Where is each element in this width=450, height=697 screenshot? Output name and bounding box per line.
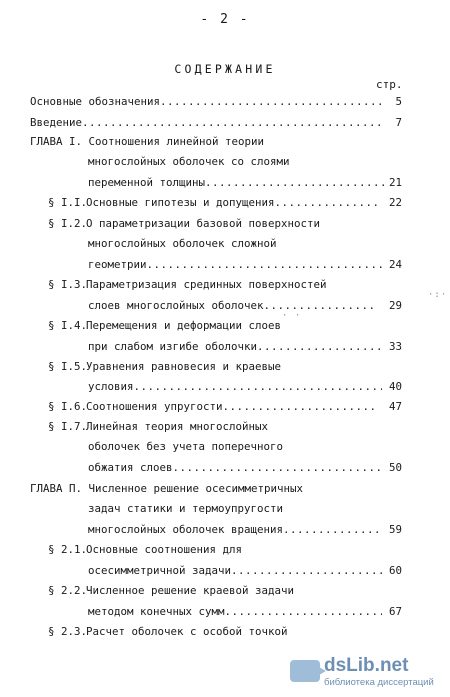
toc-line <box>30 93 382 111</box>
toc-line <box>88 378 382 396</box>
toc-line <box>88 256 382 274</box>
toc-line <box>48 276 327 294</box>
toc-entry-text: при слабом изгибе оболочки <box>88 340 258 353</box>
toc-line <box>88 235 277 253</box>
toc-leader-dots <box>257 338 382 356</box>
toc-page-number: 29 <box>388 299 402 312</box>
toc-leader-dots <box>173 459 382 477</box>
toc-line <box>88 174 384 192</box>
toc-leader-dots <box>225 603 382 621</box>
toc-entry-text: ГЛАВА I. Соотношения линейной теории <box>30 135 265 148</box>
toc-entry-text: слоев многослойных оболочек <box>88 299 264 312</box>
toc-entry-text: геометрии <box>88 258 147 271</box>
toc-leader-dots <box>82 114 382 132</box>
toc-line <box>48 215 320 233</box>
toc-page-number: 47 <box>388 400 402 413</box>
toc-line <box>88 438 283 456</box>
watermark-subtitle: библиотека диссертаций <box>324 677 434 688</box>
toc-leader-dots <box>147 256 382 274</box>
toc-entry-text: Основные гипотезы и допущения <box>86 196 275 209</box>
toc-line <box>48 623 288 641</box>
toc-page-number: 60 <box>388 564 402 577</box>
toc-section-number: § I.3. <box>48 278 88 291</box>
toc-entry-text: Перемещения и деформации слоев <box>86 319 282 332</box>
watermark-logo-icon <box>290 660 320 682</box>
toc-leader-dots <box>283 521 382 539</box>
toc-line <box>48 418 268 436</box>
toc-line <box>48 582 294 600</box>
toc-line <box>48 358 281 376</box>
toc-entry-text: осесимметричной задачи <box>88 564 232 577</box>
toc-entry-text: Линейная теория многослойных <box>86 420 269 433</box>
toc-entry-text: Численное решение краевой задачи <box>86 584 295 597</box>
watermark-logo-text: dsLib.net <box>324 655 409 676</box>
toc-leader-dots <box>223 398 378 416</box>
toc-leader-dots <box>275 194 378 212</box>
toc-page-number: 33 <box>388 340 402 353</box>
toc-page-number: 5 <box>395 95 402 108</box>
toc-section-number: § 2.3. <box>48 625 88 638</box>
toc-page-number: 7 <box>395 116 402 129</box>
toc-line <box>88 338 382 356</box>
scan-smudge: · · <box>282 311 302 321</box>
toc-line <box>48 194 378 212</box>
toc-page-number: 67 <box>388 605 402 618</box>
toc-entry-text: условия <box>88 380 134 393</box>
toc-leader-dots <box>205 174 384 192</box>
toc-line <box>30 480 303 498</box>
toc-line <box>30 114 382 132</box>
toc-line <box>88 153 290 171</box>
toc-entry-text: многослойных оболочек вращения <box>88 523 284 536</box>
toc-page-number: 22 <box>388 196 402 209</box>
toc-section-number: § 2.1. <box>48 543 88 556</box>
toc-entry-text: Расчет оболочек с особой точкой <box>86 625 288 638</box>
toc-entry-text: переменной толщины <box>88 176 206 189</box>
toc-entry-text: Введение <box>30 116 83 129</box>
page-number: - 2 - <box>200 12 250 27</box>
scan-smudge: ·:· <box>428 290 448 300</box>
toc-leader-dots <box>160 93 382 111</box>
toc-section-number: § I.7. <box>48 420 88 433</box>
toc-line <box>30 133 264 151</box>
toc-entry-text: Соотношения упругости <box>86 400 223 413</box>
toc-entry-text: задач статики и термоупругости <box>88 502 284 515</box>
toc-section-number: § I.2. <box>48 217 88 230</box>
toc-section-number: § I.4. <box>48 319 88 332</box>
toc-line <box>88 459 382 477</box>
toc-page-number: 21 <box>388 176 402 189</box>
pages-column-label: стр. <box>376 78 403 91</box>
toc-entry-text: Уравнения равновесия и краевые <box>86 360 282 373</box>
toc-leader-dots <box>231 562 382 580</box>
toc-page-number: 50 <box>388 461 402 474</box>
toc-line <box>48 541 242 559</box>
toc-line <box>48 398 378 416</box>
toc-line <box>48 317 281 335</box>
toc-entry-text: О параметризации базовой поверхности <box>86 217 321 230</box>
toc-line <box>88 500 283 518</box>
toc-page-number: 24 <box>388 258 402 271</box>
toc-leader-dots <box>264 297 378 315</box>
toc-line <box>88 603 382 621</box>
toc-entry-text: методом конечных сумм <box>88 605 225 618</box>
toc-entry-text: многослойных оболочек со слоями <box>88 155 290 168</box>
toc-line <box>88 562 382 580</box>
watermark <box>290 655 440 691</box>
toc-entry-text: обжатия слоев <box>88 461 173 474</box>
toc-entry-text: ГЛАВА П. Численное решение осесимметричных <box>30 482 304 495</box>
toc-line <box>88 521 382 539</box>
toc-page-number: 59 <box>388 523 402 536</box>
toc-page-number: 40 <box>388 380 402 393</box>
toc-entry-text: оболочек без учета поперечного <box>88 440 284 453</box>
toc-entry-text: Основные соотношения для <box>86 543 243 556</box>
document-title: СОДЕРЖАНИЕ <box>174 62 276 76</box>
toc-section-number: § 2.2. <box>48 584 88 597</box>
toc-section-number: § I.5. <box>48 360 88 373</box>
toc-entry-text: Параметризация срединных поверхностей <box>86 278 327 291</box>
toc-section-number: § I.I. <box>48 196 88 209</box>
toc-entry-text: Основные обозначения <box>30 95 161 108</box>
toc-leader-dots <box>134 378 382 396</box>
toc-line <box>88 297 378 315</box>
toc-entry-text: многослойных оболочек сложной <box>88 237 277 250</box>
toc-section-number: § I.6. <box>48 400 88 413</box>
